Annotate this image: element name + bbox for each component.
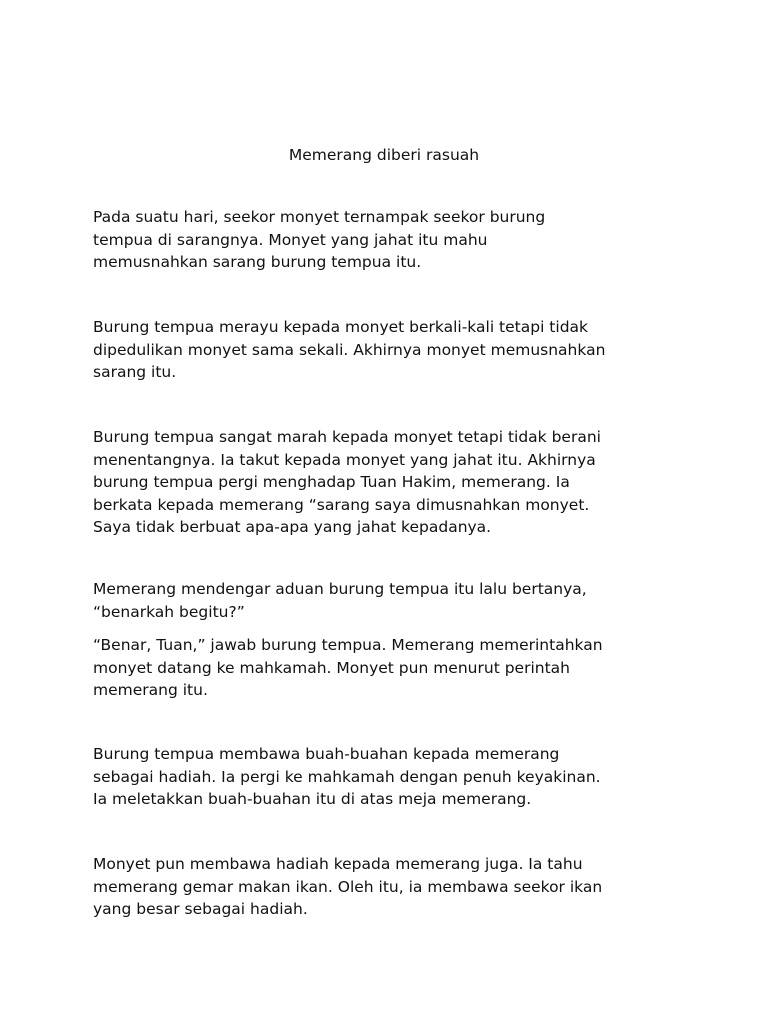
- paragraph-line: Memerang mendengar aduan burung tempua itu lalu bertanya,: [93, 580, 587, 598]
- paragraph-line: sarang itu.: [93, 363, 177, 382]
- paragraph-2: [93, 316, 705, 384]
- paragraph-line: Saya tidak berbuat apa-apa yang jahat kepadanya.: [93, 518, 492, 537]
- paragraph-line: berkata kepada memerang “sarang saya dimusnahkan monyet.: [93, 495, 590, 514]
- paragraph-line: Burung tempua membawa buah-buahan kepada memerang: [93, 745, 560, 763]
- paragraph-1: [93, 206, 705, 274]
- paragraph-line: Burung tempua sangat marah kepada monyet tetapi tidak berani: [93, 428, 601, 446]
- paragraph-line: tempua di sarangnya. Monyet yang jahat itu mahu: [93, 230, 488, 249]
- paragraph-line: memerang itu.: [93, 681, 208, 700]
- paragraph-3: [93, 426, 705, 539]
- paragraph-line: Burung tempua merayu kepada monyet berkali-kali tetapi tidak: [93, 318, 589, 336]
- paragraph-line: memusnahkan sarang burung tempua itu.: [93, 253, 422, 272]
- document-title: Memerang diberi rasuah: [288, 146, 480, 164]
- paragraph-line: sebagai hadiah. Ia pergi ke mahkamah dengan penuh keyakinan.: [93, 767, 601, 786]
- paragraph-line: burung tempua pergi menghadap Tuan Hakim, memerang. Ia: [93, 473, 570, 492]
- paragraph-5: [93, 634, 705, 702]
- paragraph-line: monyet datang ke mahkamah. Monyet pun menurut perintah: [93, 658, 570, 677]
- paragraph-line: Pada suatu hari, seekor monyet ternampak seekor burung: [93, 208, 546, 226]
- paragraph-line: Ia meletakkan buah-buahan itu di atas meja memerang.: [93, 790, 532, 809]
- paragraph-line: dipedulikan monyet sama sekali. Akhirnya monyet memusnahkan: [93, 340, 606, 359]
- paragraph-line: yang besar sebagai hadiah.: [93, 900, 308, 919]
- paragraph-line: Monyet pun membawa hadiah kepada memerang juga. Ia tahu: [93, 855, 583, 873]
- paragraph-line: “benarkah begitu?”: [93, 602, 245, 621]
- paragraph-6: [93, 743, 705, 811]
- paragraph-7: [93, 853, 705, 921]
- paragraph-line: “Benar, Tuan,” jawab burung tempua. Memerang memerintahkan: [93, 636, 603, 654]
- paragraph-line: menentangnya. Ia takut kepada monyet yang jahat itu. Akhirnya: [93, 450, 596, 469]
- paragraph-4: [93, 578, 705, 623]
- paragraph-line: memerang gemar makan ikan. Oleh itu, ia membawa seekor ikan: [93, 877, 603, 896]
